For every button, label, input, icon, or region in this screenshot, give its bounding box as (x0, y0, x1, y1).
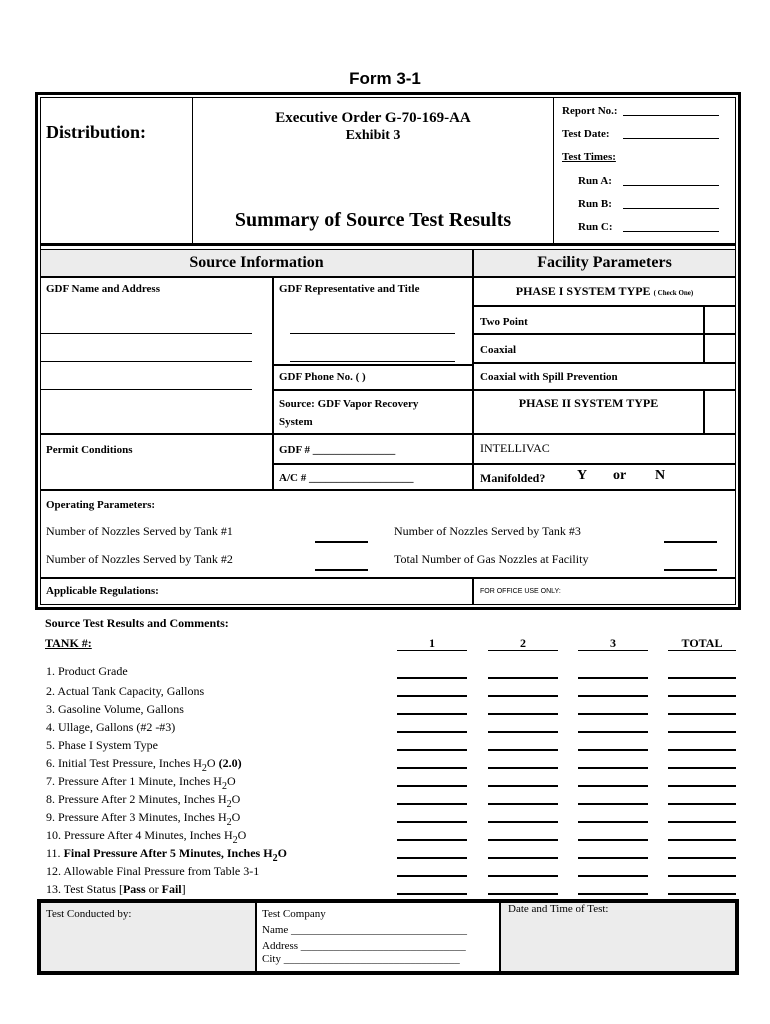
result-row-12 (46, 864, 259, 879)
row-label: 11. (46, 846, 64, 860)
h2o-subscript: 2 (232, 835, 238, 846)
result-entry-line-r12-c4[interactable] (668, 875, 736, 877)
nozzles-tank2-field[interactable] (315, 569, 368, 571)
result-entry-line-r13-c2[interactable] (488, 893, 558, 895)
executive-order: Executive Order G-70-169-AA (275, 110, 471, 126)
intellivac-label: INTELLIVAC (480, 441, 550, 455)
gdf-name-line-3[interactable] (41, 389, 252, 390)
row-label: 7. Pressure After 1 Minute, Inches H (46, 774, 222, 788)
result-entry-line-r5-c1[interactable] (397, 749, 467, 751)
initial-pressure-value: (2.0) (215, 756, 242, 770)
two-point-label: Two Point (480, 316, 528, 328)
result-entry-line-r4-c3[interactable] (578, 731, 648, 733)
run-a-label: Run A: (578, 175, 612, 187)
result-entry-line-r13-c3[interactable] (578, 893, 648, 895)
result-entry-line-r9-c3[interactable] (578, 821, 648, 823)
tank-col-3: 3 (610, 636, 616, 650)
result-entry-line-r2-c2[interactable] (488, 695, 558, 697)
result-entry-line-r13-c1[interactable] (397, 893, 467, 895)
result-entry-line-r3-c3[interactable] (578, 713, 648, 715)
coaxial-label: Coaxial (480, 344, 517, 356)
result-entry-line-r6-c1[interactable] (397, 767, 467, 769)
col-1-header-line (397, 650, 467, 651)
result-entry-line-r3-c1[interactable] (397, 713, 467, 715)
summary-title: Summary of Source Test Results (234, 209, 512, 231)
result-entry-line-r1-c1[interactable] (397, 677, 467, 679)
result-entry-line-r1-c2[interactable] (488, 677, 558, 679)
tank-col-2: 2 (520, 636, 526, 650)
result-entry-line-r8-c1[interactable] (397, 803, 467, 805)
test-conducted-label: Test Conducted by: (46, 908, 132, 920)
report-no-field[interactable] (623, 115, 719, 116)
gdf-name-cell (40, 277, 273, 434)
test-date-field[interactable] (623, 138, 719, 139)
row-label: 10. Pressure After 4 Minutes, Inches H (46, 828, 233, 842)
two-point-checkbox[interactable] (704, 306, 736, 334)
result-entry-line-r2-c3[interactable] (578, 695, 648, 697)
result-row-1 (46, 664, 128, 679)
form-title: Form 3-1 (349, 69, 421, 88)
h2o-subscript: 2 (226, 817, 232, 828)
row-label: 9. Pressure After 3 Minutes, Inches H (46, 810, 227, 824)
row-label: 13. Test Status [ (46, 882, 123, 896)
h2o-subscript: 2 (201, 763, 207, 774)
operating-parameters-heading: Operating Parameters: (46, 499, 156, 511)
pass-option[interactable]: Pass (122, 882, 146, 896)
result-entry-line-r1-c4[interactable] (668, 677, 736, 679)
manifolded-label: Manifolded? (480, 471, 546, 485)
result-entry-line-r10-c4[interactable] (668, 839, 736, 841)
row-label: 2. Actual Tank Capacity, Gallons (46, 684, 205, 698)
h2o-subscript: 2 (221, 781, 227, 792)
result-entry-line-r7-c1[interactable] (397, 785, 467, 787)
result-entry-line-r10-c2[interactable] (488, 839, 558, 841)
run-a-field[interactable] (623, 185, 719, 186)
row-label: 1. Product Grade (46, 664, 128, 678)
col-total-header-line (668, 650, 736, 651)
h2o-o: O (277, 846, 287, 860)
result-row-4 (46, 720, 175, 735)
result-entry-line-r4-c1[interactable] (397, 731, 467, 733)
result-entry-line-r2-c4[interactable] (668, 695, 736, 697)
report-no-label: Report No.: (562, 105, 618, 117)
gdf-name-line-2[interactable] (41, 361, 252, 362)
col-2-header-line (488, 650, 558, 651)
source-system-label: Source: GDF Vapor Recovery (279, 398, 419, 410)
fail-option[interactable]: Fail (161, 882, 182, 896)
h2o-o: O (237, 828, 247, 842)
result-entry-line-r12-c3[interactable] (578, 875, 648, 877)
result-entry-line-r5-c2[interactable] (488, 749, 558, 751)
result-entry-line-r7-c4[interactable] (668, 785, 736, 787)
result-entry-line-r12-c2[interactable] (488, 875, 558, 877)
h2o-o: O (206, 756, 216, 770)
result-row-3 (46, 702, 184, 717)
tank-col-total: TOTAL (681, 636, 723, 650)
nozzles-tank2-label: Number of Nozzles Served by Tank #2 (46, 552, 233, 566)
result-row-6 (46, 756, 242, 774)
row-label: 3. Gasoline Volume, Gallons (46, 702, 184, 716)
nozzles-tank3-label: Number of Nozzles Served by Tank #3 (394, 524, 581, 538)
applicable-regulations-label: Applicable Regulations: (46, 585, 159, 597)
test-company-label: Test Company (262, 908, 326, 920)
results-heading: Source Test Results and Comments: (45, 616, 229, 630)
coaxial-checkbox[interactable] (704, 334, 736, 363)
total-nozzles-field[interactable] (664, 569, 717, 571)
h2o-subscript: 2 (226, 799, 232, 810)
result-entry-line-r2-c1[interactable] (397, 695, 467, 697)
tank-col-1: 1 (429, 636, 435, 650)
tank-number-label: TANK #: (45, 636, 92, 650)
company-name-field[interactable]: Name ________________________________ (262, 924, 468, 936)
run-c-field[interactable] (623, 231, 719, 232)
h2o-o: O (226, 774, 236, 788)
row-label: 8. Pressure After 2 Minutes, Inches H (46, 792, 227, 806)
facility-heading: Facility Parameters (537, 254, 672, 271)
nozzles-tank1-field[interactable] (315, 541, 368, 543)
col-3-header-line (578, 650, 648, 651)
result-entry-line-r4-c2[interactable] (488, 731, 558, 733)
result-entry-line-r9-c2[interactable] (488, 821, 558, 823)
result-entry-line-r11-c2[interactable] (488, 857, 558, 859)
result-entry-line-r8-c3[interactable] (578, 803, 648, 805)
gdf-rep-line-1[interactable] (290, 333, 455, 334)
result-entry-line-r6-c2[interactable] (488, 767, 558, 769)
test-times-label: Test Times: (562, 151, 616, 163)
company-address-field[interactable]: Address ______________________________ (262, 940, 466, 952)
phase1-heading (473, 284, 736, 299)
result-row-5 (46, 738, 158, 753)
office-use-label: FOR OFFICE USE ONLY: (480, 588, 561, 595)
phase2-type-label: PHASE II SYSTEM TYPE (518, 396, 659, 410)
run-b-label: Run B: (578, 198, 612, 210)
result-row-11 (46, 846, 287, 864)
row-label: 6. Initial Test Pressure, Inches H (46, 756, 202, 770)
coaxial-spill-label: Coaxial with Spill Prevention (480, 371, 618, 383)
h2o-o: O (231, 810, 241, 824)
result-entry-line-r13-c4[interactable] (668, 893, 736, 895)
permit-conditions-label: Permit Conditions (46, 444, 133, 456)
h2o-subscript: 2 (272, 853, 278, 864)
result-entry-line-r10-c3[interactable] (578, 839, 648, 841)
result-row-7 (46, 774, 236, 792)
run-b-field[interactable] (623, 208, 719, 209)
result-entry-line-r11-c4[interactable] (668, 857, 736, 859)
phase1-type-label: PHASE I SYSTEM TYPE (515, 284, 651, 298)
gdf-name-line-1[interactable] (41, 333, 252, 334)
company-city-field[interactable]: City ________________________________ (262, 953, 460, 965)
result-entry-line-r11-c3[interactable] (578, 857, 648, 859)
run-c-label: Run C: (578, 221, 613, 233)
result-entry-line-r8-c4[interactable] (668, 803, 736, 805)
result-row-10 (46, 828, 247, 846)
result-row-13 (46, 882, 186, 897)
result-entry-line-r6-c4[interactable] (668, 767, 736, 769)
source-system-label-2: System (279, 416, 313, 428)
check-one-note: ( Check One) (653, 289, 694, 297)
result-entry-line-r12-c1[interactable] (397, 875, 467, 877)
ac-number-field[interactable]: A/C # ___________________ (279, 472, 414, 484)
gdf-phone-label[interactable]: GDF Phone No. ( ) (279, 371, 366, 383)
result-entry-line-r5-c3[interactable] (578, 749, 648, 751)
result-entry-line-r11-c1[interactable] (397, 857, 467, 859)
row-label: 12. Allowable Final Pressure from Table 3-1 (46, 864, 260, 878)
result-entry-line-r8-c2[interactable] (488, 803, 558, 805)
result-entry-line-r3-c4[interactable] (668, 713, 736, 715)
gdf-name-label: GDF Name and Address (46, 283, 160, 295)
source-info-heading: Source Information (189, 254, 324, 271)
total-nozzles-label: Total Number of Gas Nozzles at Facility (394, 552, 589, 566)
gdf-rep-label: GDF Representative and Title (279, 283, 420, 295)
permit-cell (40, 434, 273, 490)
exhibit-label: Exhibit 3 (345, 128, 401, 143)
final-pressure-label: Final Pressure After 5 Minutes, Inches H (63, 846, 273, 860)
close-bracket: ] (181, 882, 186, 896)
gdf-number-field[interactable]: GDF # _______________ (279, 444, 396, 456)
gdf-rep-line-2[interactable] (290, 361, 455, 362)
manifolded-no-option[interactable]: N (655, 468, 666, 483)
result-entry-line-r7-c2[interactable] (488, 785, 558, 787)
result-row-2 (46, 684, 204, 699)
result-entry-line-r3-c2[interactable] (488, 713, 558, 715)
row-label: 4. Ullage, Gallons (#2 -#3) (46, 720, 176, 734)
pass-fail-or: or (145, 882, 162, 896)
manifolded-or-label: or (613, 468, 627, 483)
row-label: 5. Phase I System Type (46, 738, 158, 752)
result-entry-line-r9-c1[interactable] (397, 821, 467, 823)
nozzles-tank1-label: Number of Nozzles Served by Tank #1 (46, 524, 233, 538)
nozzles-tank3-field[interactable] (664, 541, 717, 543)
manifolded-yes-option[interactable]: Y (577, 468, 588, 483)
result-row-9 (46, 810, 241, 828)
result-entry-line-r1-c3[interactable] (578, 677, 648, 679)
result-entry-line-r10-c1[interactable] (397, 839, 467, 841)
result-entry-line-r4-c4[interactable] (668, 731, 736, 733)
result-entry-line-r9-c4[interactable] (668, 821, 736, 823)
date-time-label: Date and Time of Test: (508, 903, 609, 915)
header-separator (40, 243, 736, 246)
result-entry-line-r7-c3[interactable] (578, 785, 648, 787)
result-entry-line-r6-c3[interactable] (578, 767, 648, 769)
distribution-label: Distribution: (46, 122, 147, 142)
test-date-label: Test Date: (562, 128, 610, 140)
phase2-checkbox[interactable] (704, 390, 736, 434)
result-row-8 (46, 792, 241, 810)
h2o-o: O (231, 792, 241, 806)
result-entry-line-r5-c4[interactable] (668, 749, 736, 751)
